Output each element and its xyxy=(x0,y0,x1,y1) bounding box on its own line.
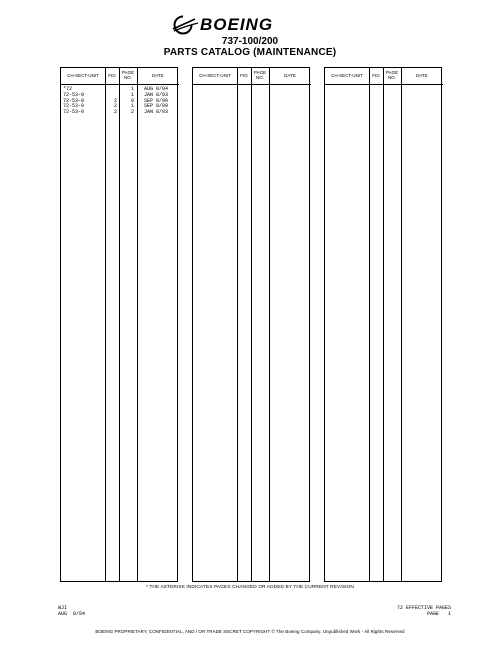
cell-ch-sect-unit: 72-53-0 xyxy=(63,103,85,110)
column-header-date: DATE xyxy=(137,68,179,85)
effective-pages-table-2 xyxy=(192,67,310,582)
cell-date: SEP 8/99 xyxy=(144,97,169,104)
cell-page-no: 2 xyxy=(130,109,134,116)
boeing-symbol-icon xyxy=(170,14,200,36)
column-header-page-no: PAGE NO. xyxy=(251,68,269,85)
cell-page-no: 1 xyxy=(130,86,134,92)
table-rows xyxy=(61,87,179,116)
asterisk-footnote: * THE ASTERISK INDICATES PAGES CHANGED OR ADDED BY THE CURRENT REVISION xyxy=(146,585,354,590)
column-header-fig: FIG xyxy=(105,68,119,85)
cell-date: SEP 8/99 xyxy=(144,103,169,110)
cell-fig: 2 xyxy=(113,109,117,116)
cell-page-no: 1 xyxy=(130,91,134,98)
cell-fig: 2 xyxy=(113,97,117,104)
footer-effective-pages: 72 EFFECTIVE PAGES xyxy=(396,605,451,611)
column-divider xyxy=(105,68,106,581)
column-divider xyxy=(119,68,120,581)
column-header-date: DATE xyxy=(401,68,443,85)
column-header-fig: FIG xyxy=(369,68,383,85)
cell-ch-sect-unit: 72-53-0 xyxy=(63,97,85,104)
cell-page-no: 0 xyxy=(130,97,134,104)
footer-date: AUG 8/04 xyxy=(58,611,86,617)
catalog-title: PARTS CATALOG (MAINTENANCE) xyxy=(163,47,337,58)
footer-right xyxy=(397,605,451,617)
column-header-page-no: PAGE NO. xyxy=(119,68,137,85)
cell-date: AUG 8/04 xyxy=(144,86,169,92)
column-header-ch-sect-unit: CH-SECT-UNIT xyxy=(325,68,369,85)
column-header-fig: FIG xyxy=(237,68,251,85)
cell-ch-sect-unit: 72-53-0 xyxy=(63,91,85,98)
effective-pages-table-3 xyxy=(324,67,442,582)
column-divider xyxy=(383,68,384,581)
cell-date: JAN 8/03 xyxy=(144,109,169,116)
cell-ch-sect-unit: *72 xyxy=(63,86,73,92)
table-row xyxy=(61,110,179,116)
column-divider xyxy=(237,68,238,581)
cell-page-no: 1 xyxy=(130,103,134,110)
column-divider xyxy=(137,68,138,581)
boeing-logo xyxy=(170,14,330,36)
brand-name: BOEING xyxy=(200,15,274,34)
column-header-ch-sect-unit: CH-SECT-UNIT xyxy=(193,68,237,85)
footer-page-number: PAGE 1 xyxy=(426,611,451,617)
column-divider xyxy=(251,68,252,581)
copyright-notice: BOEING PROPRIETARY, CONFIDENTIAL, AND / OR TRADE SECRET COPYRIGHT © The Boeing Company. Unpublished Work - All Rights Reserved xyxy=(95,629,405,634)
column-divider xyxy=(401,68,402,581)
footer-code: WJI xyxy=(58,605,68,611)
column-header-ch-sect-unit: CH-SECT-UNIT xyxy=(61,68,105,85)
cell-ch-sect-unit: 72-53-0 xyxy=(63,109,85,116)
column-header-date: DATE xyxy=(269,68,311,85)
footer-left xyxy=(58,605,85,617)
effective-pages-table-1 xyxy=(60,67,178,582)
cell-fig: 2 xyxy=(113,103,117,110)
aircraft-model: 737-100/200 xyxy=(221,36,279,47)
column-header-page-no: PAGE NO. xyxy=(383,68,401,85)
column-divider xyxy=(369,68,370,581)
column-divider xyxy=(269,68,270,581)
cell-date: JAN 8/03 xyxy=(144,91,169,98)
